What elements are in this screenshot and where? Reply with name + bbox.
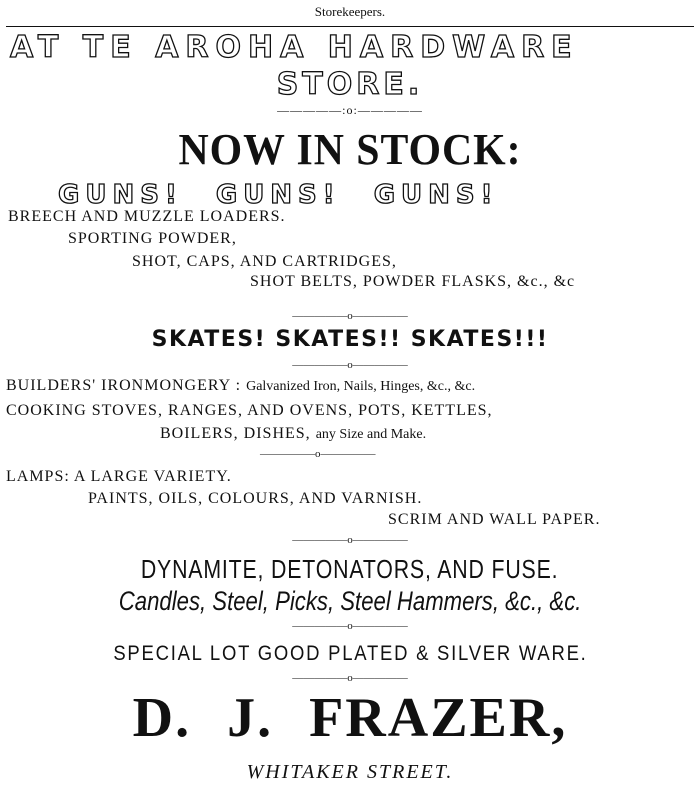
divider: —————o————— [260, 448, 376, 460]
section-header: Storekeepers. [314, 4, 386, 19]
paints-line: PAINTS, OILS, COLOURS, AND VARNISH. [88, 490, 423, 507]
cooking-line: COOKING STOVES, RANGES, AND OVENS, POTS, KETTLES, [6, 402, 493, 419]
dynamite-text: DYNAMITE, DETONATORS, AND FUSE. [141, 554, 559, 584]
builders-caps: BUILDERS' IRONMONGERY : [6, 377, 242, 394]
special-text: SPECIAL LOT GOOD PLATED & SILVER WARE. [112, 642, 588, 665]
boilers-detail: any Size and Make. [315, 427, 427, 442]
guns-item: SHOT, CAPS, AND CARTRIDGES, [132, 253, 397, 270]
top-rule [6, 26, 694, 27]
builders-line [6, 378, 475, 394]
divider: —————o————— [292, 359, 408, 371]
skates-heading: SKATES! SKATES!! SKATES!!! [151, 327, 549, 352]
now-in-stock-heading: NOW IN STOCK: [178, 125, 522, 174]
builders-detail: Galvanized Iron, Nails, Hinges, &c., &c. [246, 379, 476, 394]
scrim-line: SCRIM AND WALL PAPER. [388, 511, 601, 528]
guns-item: SPORTING POWDER, [68, 230, 237, 247]
guns-item: BREECH AND MUZZLE LOADERS. [8, 208, 286, 225]
boilers-line [160, 426, 426, 442]
divider: —————o————— [292, 672, 408, 684]
divider: —————o————— [292, 310, 408, 322]
special-line [0, 643, 700, 664]
dynamite-line [0, 556, 700, 583]
candles-line [0, 588, 700, 615]
lamps-line: LAMPS: A LARGE VARIETY. [6, 468, 232, 485]
guns-heading: GUNS! GUNS! GUNS! [58, 180, 499, 210]
proprietor-name: D. J. FRAZER, [132, 687, 568, 749]
divider: —————o————— [292, 620, 408, 632]
divider: —————o————— [292, 534, 408, 546]
street-address: WHITAKER STREET. [246, 761, 454, 783]
boilers-caps: BOILERS, DISHES, [160, 425, 311, 442]
divider: —————:o:————— [277, 103, 423, 117]
ad-title-line-2: STORE. [276, 67, 424, 102]
guns-item: SHOT BELTS, POWDER FLASKS, &c., &c [250, 273, 576, 290]
candles-text: Candles, Steel, Picks, Steel Hammers, &c., &c. [118, 586, 582, 616]
ad-title-line-1: AT TE AROHA HARDWARE [10, 30, 579, 65]
